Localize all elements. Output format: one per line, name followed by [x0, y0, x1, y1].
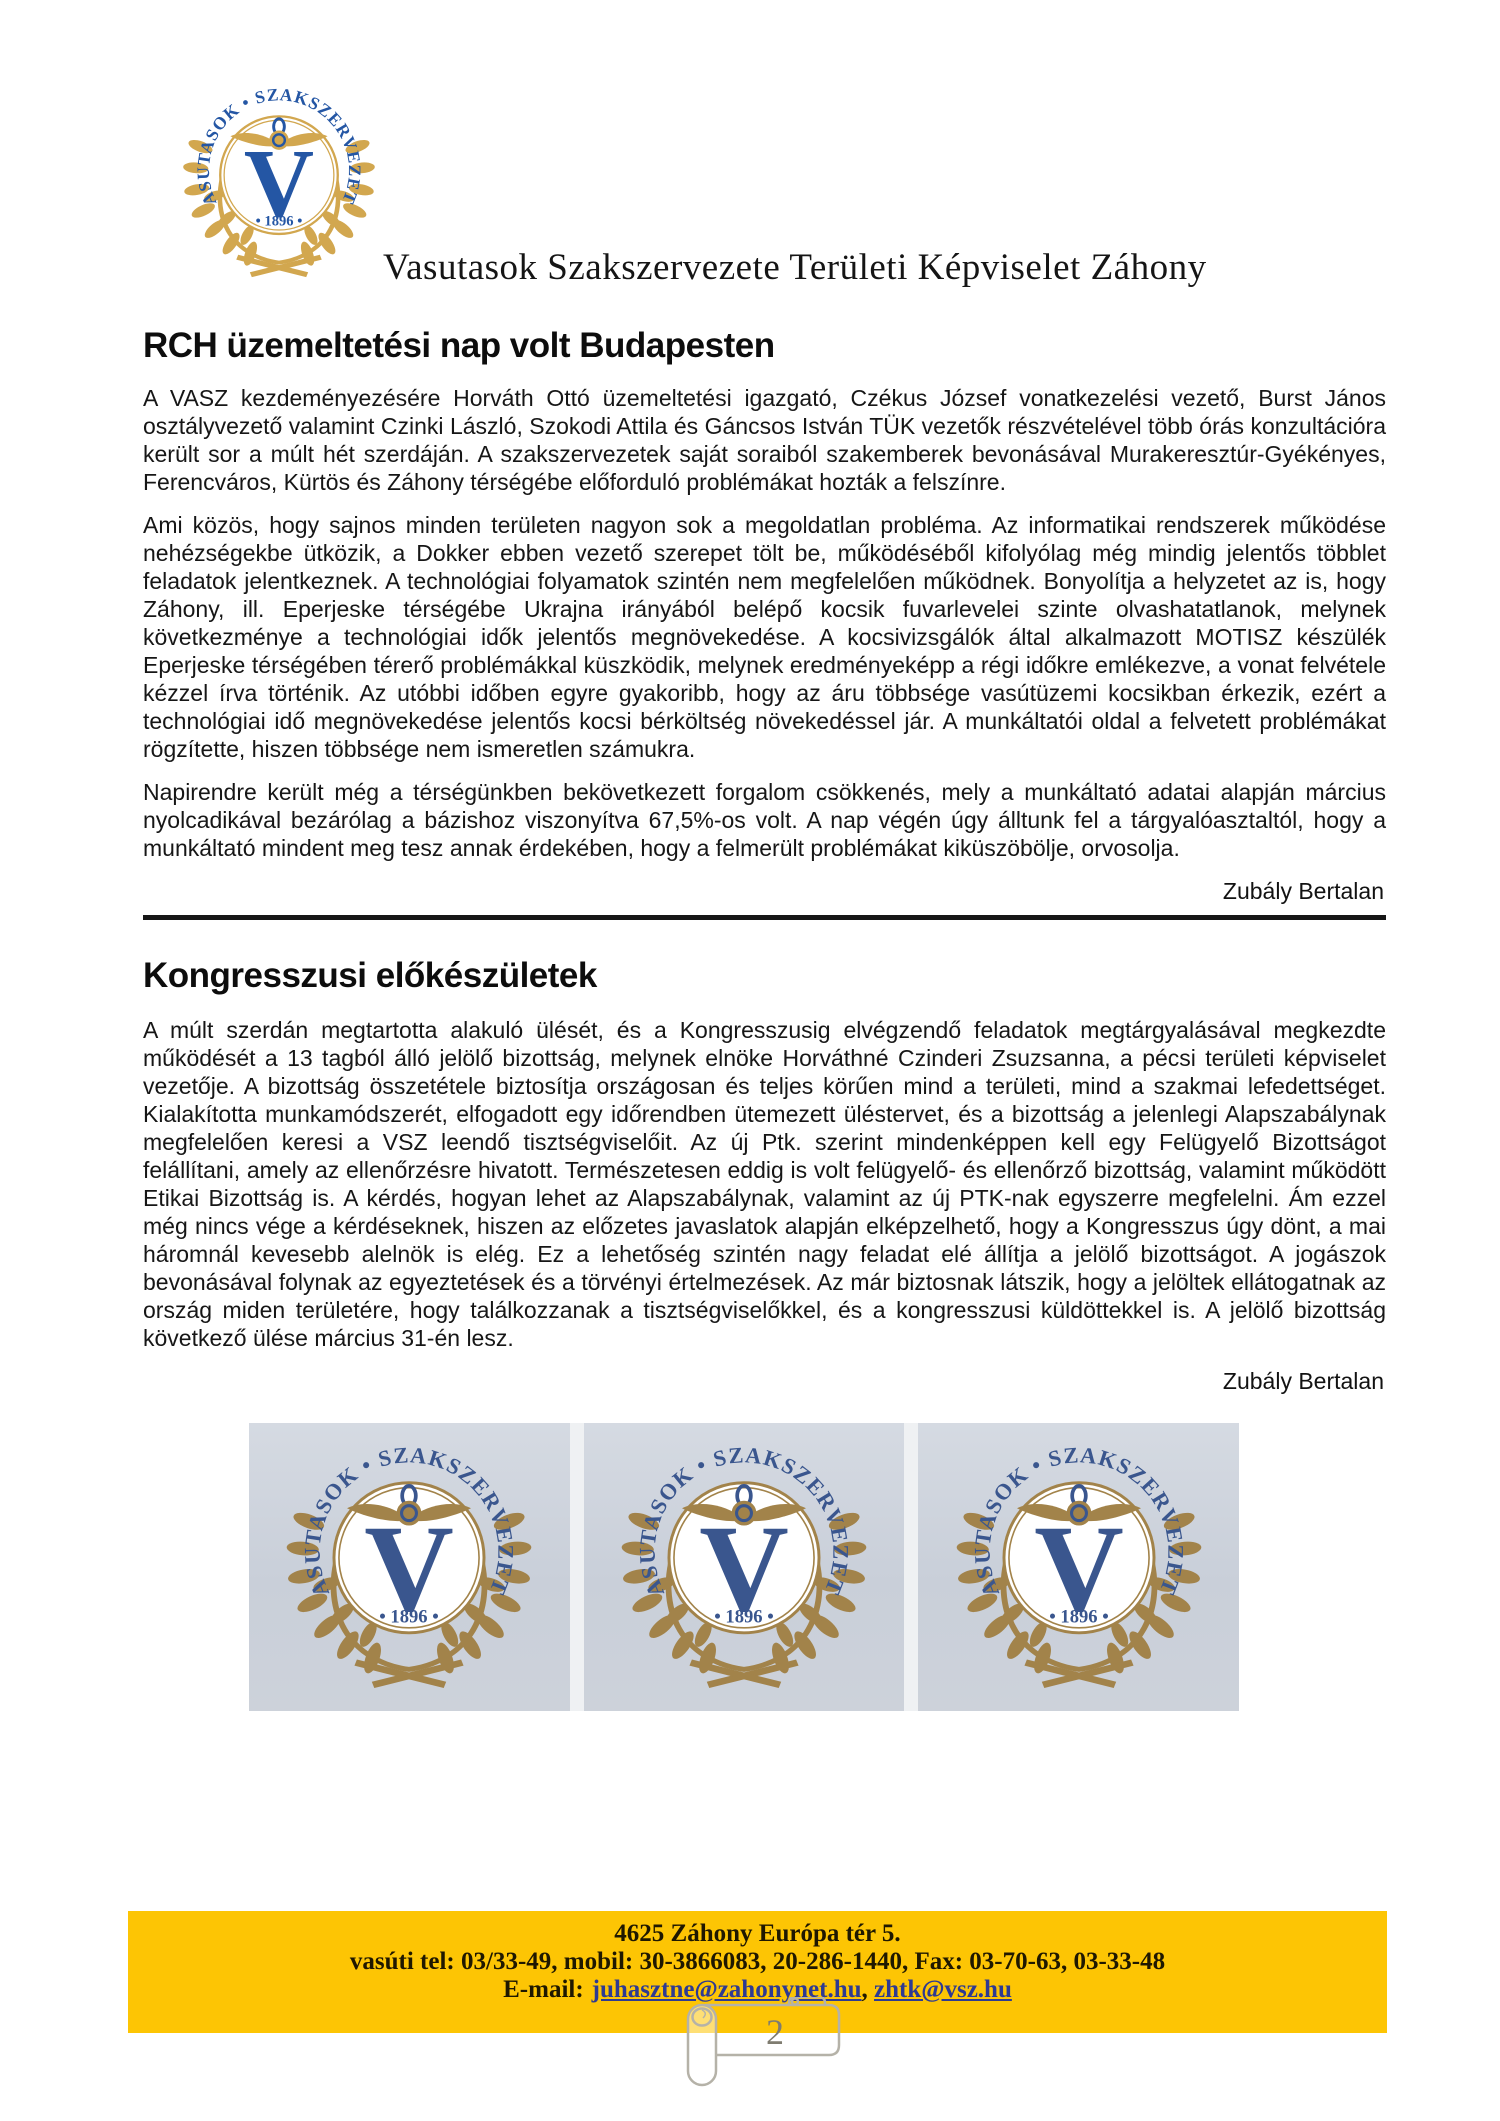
email-separator: ,	[861, 1976, 874, 2003]
article-1-paragraph: Napirendre került még a térségünkben bekövetkezett forgalom csökkenés, mely a munkáltató adatai alapján március nyolcadikával bezárólag a bázishoz viszonyítva 67,5%-os volt. A nap végén úgy álltunk fel a tárgyalóasztaltól, hogy a munkáltató mindent meg tesz annak érdekében, hogy a felmerült problémákat kiküszöbölje, orvosolja.	[143, 779, 1386, 861]
article-2-signoff: Zubály Bertalan	[1222, 1368, 1384, 1394]
footer-phones: vasúti tel: 03/33-49, mobil: 30-3866083, 20-286-1440, Fax: 03-70-63, 03-33-48	[349, 1948, 1166, 1975]
article-1-title: RCH üzemeltetési nap volt Budapesten	[143, 326, 775, 365]
article-2-paragraph: A múlt szerdán megtartotta alakuló ülését, és a Kongresszusig elvégzendő feladatok megtárgyalásával megkezdte működését a 13 tagból álló jelölő bizottság, melynek elnöke Horváthné Czinderi Zsuzsanna, a pécsi területi képviselet vezetője. A bizottság összetétele biztosítja országosan és teljes körűen mind a területi, mind a szakmai lefedettséget. Kialakította munkamódszerét, elfogadott egy időrendben ütemezett üléstervet, és a bizottság a jelenlegi Alapszabálynak megfelelően keresi a VSZ leendő tisztségviselőit. Az új Ptk. szerint mindenképpen kell egy Felügyelő Bizottságot felállítani, amely az ellenőrzésre hivatott. Természetesen eddig is volt felügyelő- és ellenőrző bizottság, valamint működött Etikai Bizottság is. A kérdés, hogyan lehet az Alapszabálynak, valamint az új PTK-nak egyszerre megfelelni. Ám ezzel még nincs vége a kérdéseknek, hiszen az előzetes javaslatok alapján elképzelhető, hogy a Kongresszus úgy dönt, a mai háromnál kevesebb alelnök is elég. Ez a lehetőség szintén nagy feladat elé állítja a jelölő bizottságot. A jogászok bevonásával folynak az egyeztetések és a törvényi értelmezések. Az már biztosnak látszik, hogy a jelöltek ellátogatnak az ország miden területére, hogy találkozzanak a tisztségviselőkkel, és a kongresszusi küldöttekkel is. A jelölő bizottság következő ülése március 31-én lesz.	[143, 1017, 1386, 1351]
email-label: E-mail:	[503, 1976, 584, 2003]
page-number-scroll	[683, 1997, 859, 2093]
email-link-zhtk[interactable]: zhtk@vsz.hu	[874, 1976, 1012, 2003]
page-number: 2	[766, 2012, 784, 2052]
footer-address: 4625 Záhony Európa tér 5.	[614, 1920, 901, 1947]
article-2-title: Kongresszusi előkészületek	[143, 956, 597, 995]
article-1-paragraph: A VASZ kezdeményezésére Horváth Ottó üzemeltetési igazgató, Czékus József vonatkezelési vezető, Burst János osztályvezető valamint Czinki László, Szokodi Attila és Gáncsos István TÜK vezetők részvételével több órás konzultációra került sor a múlt hét szerdáján. A szakszervezetek saját soraiból szakemberek bevonásával Murakeresztúr-Gyékényes, Ferencváros, Kürtös és Záhony térségébe előforduló problémákat hozták a felszínre.	[143, 385, 1386, 495]
page-title: Vasutasok Szakszervezete Területi Képviselet Záhony	[383, 247, 1207, 288]
flags-photo	[249, 1423, 1239, 1711]
union-logo-icon	[181, 78, 377, 282]
flag-image	[584, 1423, 905, 1711]
section-divider	[143, 915, 1386, 920]
flag-image	[918, 1423, 1239, 1711]
article-1-paragraph: Ami közös, hogy sajnos minden területen nagyon sok a megoldatlan probléma. Az informatikai rendszerek működése nehézségekbe ütközik, a Dokker ebben vezető szerepet tölt be, működéséből kifolyólag még mindig jelentős többlet feladatok jelentkeznek. A technológiai folyamatok szintén nem megfelelően működnek. Bonyolítja a helyzetet az is, hogy Záhony, ill. Eperjeske térségébe Ukrajna irányából belépő kocsik fuvarlevelei szinte olvashatatlanok, melynek következménye a technológiai idők jelentős megnövekedése. A kocsivizsgálók által alkalmazott MOTISZ készülék Eperjeske térségében térerő problémákkal küszködik, melynek eredményeképp a régi időkre emlékezve, a vonat felvétele kézzel írva történik. Az utóbbi időben egyre gyakoribb, hogy az áru többsége vasútüzemi kocsikban érkezik, ezért a technológiai idő megnövekedése jelentős kocsi bérköltség növekedéssel jár. A munkáltatói oldal a felvetett problémákat rögzítette, hiszen többsége nem ismeretlen számukra.	[143, 512, 1386, 762]
document-body	[143, 326, 1386, 1711]
article-rch-uzemeltetesi-nap	[143, 326, 1386, 905]
flag-image	[249, 1423, 570, 1711]
email-link-juhasztne[interactable]: juhasztne@zahonynet.hu	[591, 1976, 862, 2003]
article-kongresszusi-elokeszuletek	[143, 956, 1386, 1395]
article-1-signoff: Zubály Bertalan	[1222, 878, 1384, 904]
